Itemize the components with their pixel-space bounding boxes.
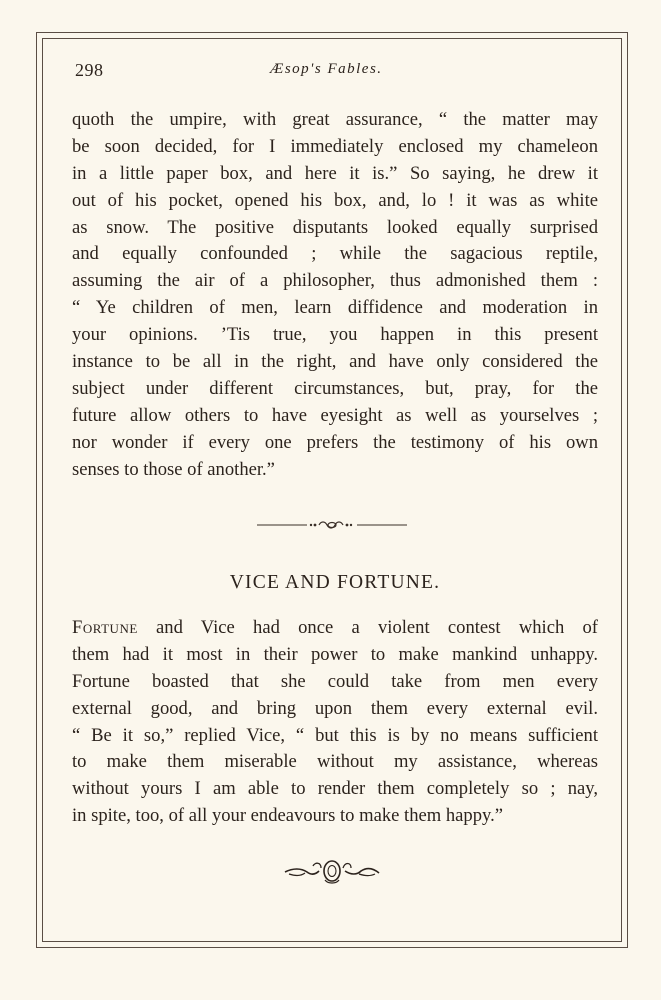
text-line: assuming the air of a philosopher, thus admonished them :: [72, 270, 598, 292]
fable-title: VICE AND FORTUNE.: [229, 572, 441, 593]
drop-word: Fortune: [72, 617, 138, 638]
text-line: as snow. The positive disputants looked equally surprised: [72, 216, 598, 238]
text-line: in a little paper box, and here it is.” So saying, he drew it: [72, 162, 598, 184]
text-line: them had it most in their power to make mankind unhappy.: [72, 643, 598, 665]
text-line: external good, and bring upon them every external evil.: [72, 697, 598, 719]
text-line: future allow others to have eyesight as well as yourselves ;: [72, 404, 598, 426]
running-head: [75, 60, 600, 84]
book-title: Æsop's Fables.: [270, 61, 383, 77]
text-line: senses to those of another.”: [72, 458, 275, 480]
text-line: be soon decided, for I immediately enclosed my chameleon: [72, 135, 598, 157]
tailpiece-ornament: [283, 856, 381, 886]
page-number: 298: [75, 60, 104, 80]
text-line: nor wonder if every one prefers the testimony of his own: [72, 431, 598, 453]
text-line: [72, 615, 598, 642]
fable-body: [72, 615, 598, 830]
text-line: Fortune boasted that she could take from men every: [72, 670, 598, 692]
text-line: out of his pocket, opened his box, and, lo ! it was as white: [72, 189, 598, 211]
text-line: to make them miserable without my assistance, whereas: [72, 751, 598, 773]
text-line: without yours I am able to render them completely so ; nay,: [72, 778, 598, 800]
previous-fable-ending: [72, 107, 598, 483]
text-line: “ Ye children of men, learn diffidence and moderation in: [72, 297, 598, 319]
text-line: your opinions. ’Tis true, you happen in this present: [72, 324, 598, 346]
text-line: instance to be all in the right, and have only considered the: [72, 351, 598, 373]
text-line: in spite, too, of all your endeavours to make them happy.”: [72, 805, 503, 827]
text-line: “ Be it so,” replied Vice, “ but this is by no means sufficient: [72, 724, 598, 746]
text-line: subject under different circumstances, but, pray, for the: [72, 377, 598, 399]
text-line: quoth the umpire, with great assurance, “ the matter may: [72, 109, 598, 130]
first-line-text: and Vice had once a violent contest which of: [137, 617, 598, 638]
text-line: and equally confounded ; while the sagacious reptile,: [72, 243, 598, 265]
ornamental-divider: [257, 519, 407, 531]
